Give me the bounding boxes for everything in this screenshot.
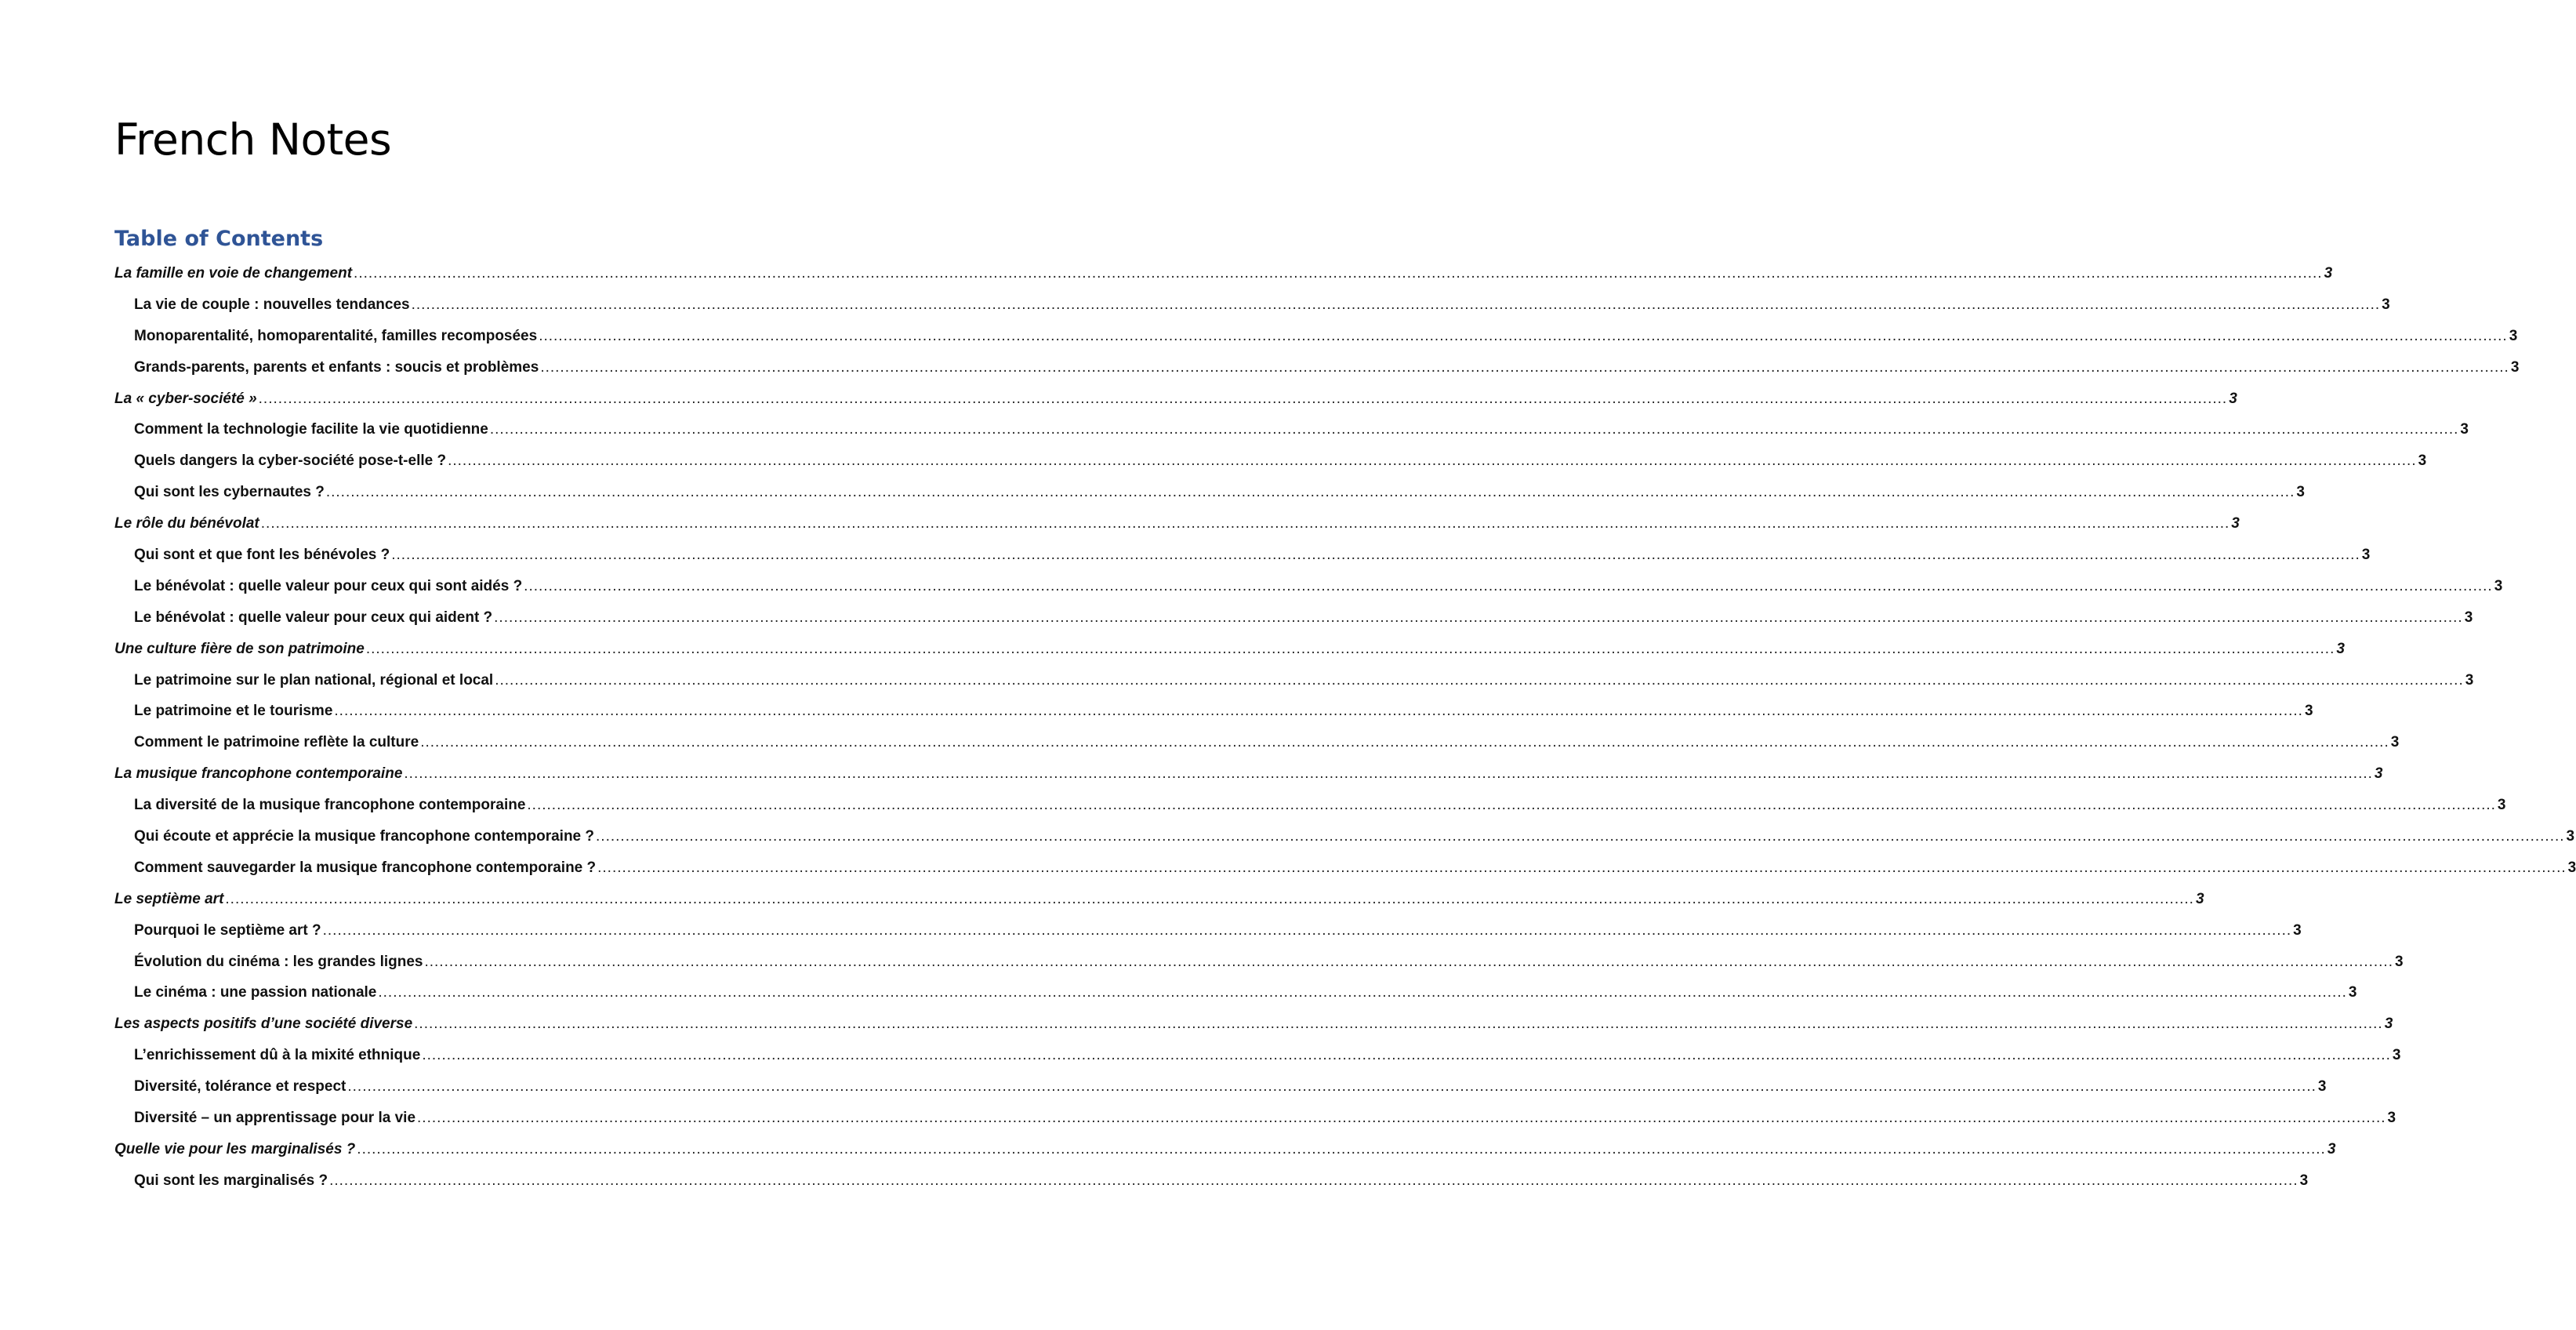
- toc-dot-leader: ................................................................................................................................................................................................................................................................................................................................................................................................................: [424, 953, 2393, 970]
- toc-entry-text: Qui sont et que font les bénévoles ?: [134, 547, 390, 564]
- toc-dot-leader: ................................................................................................................................................................................................................................................................................................................................................................................................................: [391, 547, 2360, 564]
- toc-page-number: 3: [2195, 890, 2204, 907]
- toc-entry-subsection[interactable]: [114, 296, 2390, 328]
- toc-dot-leader: ................................................................................................................................................................................................................................................................................................................................................................................................................: [225, 890, 2194, 907]
- toc-entry-text: Quelle vie pour les marginalisés ?: [114, 1140, 356, 1157]
- toc-entry-text: Diversité, tolérance et respect: [134, 1078, 346, 1096]
- toc-dot-leader: ................................................................................................................................................................................................................................................................................................................................................................................................................: [597, 859, 2567, 876]
- toc-entry-section[interactable]: [114, 640, 2345, 672]
- toc-entry-subsection[interactable]: [114, 921, 2302, 954]
- toc-dot-leader: ................................................................................................................................................................................................................................................................................................................................................................................................................: [489, 421, 2459, 438]
- toc-dot-leader: ................................................................................................................................................................................................................................................................................................................................................................................................................: [422, 1047, 2391, 1064]
- toc-page-number: 3: [2361, 547, 2371, 564]
- toc-page-number: 3: [2418, 452, 2427, 470]
- toc-heading: Table of Contents: [114, 227, 324, 251]
- toc-entry-subsection[interactable]: [114, 358, 2520, 391]
- toc-page-number: 3: [2494, 577, 2503, 594]
- toc-entry-text: Le bénévolat : quelle valeur pour ceux qui aident ?: [134, 609, 493, 626]
- toc-dot-leader: ................................................................................................................................................................................................................................................................................................................................................................................................................: [494, 609, 2463, 626]
- toc-page-number: 3: [2296, 484, 2305, 501]
- toc-entry-subsection[interactable]: [114, 421, 2469, 452]
- toc-dot-leader: ................................................................................................................................................................................................................................................................................................................................................................................................................: [322, 921, 2292, 939]
- toc-page-number: 3: [2566, 828, 2575, 845]
- toc-entry-subsection[interactable]: [114, 1078, 2327, 1110]
- toc-page-number: 3: [2390, 734, 2400, 751]
- toc-dot-leader: ................................................................................................................................................................................................................................................................................................................................................................................................................: [325, 484, 2295, 501]
- toc-dot-leader: ................................................................................................................................................................................................................................................................................................................................................................................................................: [260, 515, 2230, 532]
- toc-entry-text: Monoparentalité, homoparentalité, familles recomposées: [134, 327, 538, 344]
- toc-entry-subsection[interactable]: [114, 1172, 2309, 1204]
- toc-dot-leader: ................................................................................................................................................................................................................................................................................................................................................................................................................: [420, 734, 2389, 751]
- toc-page-number: 3: [2395, 953, 2404, 970]
- toc-page-number: 3: [2336, 640, 2345, 657]
- toc-dot-leader: ................................................................................................................................................................................................................................................................................................................................................................................................................: [329, 1172, 2298, 1189]
- document-title: French Notes: [114, 114, 392, 165]
- toc-entry-text: Comment la technologie facilite la vie quotidienne: [134, 421, 488, 438]
- toc-entry-text: Une culture fière de son patrimoine: [114, 640, 365, 657]
- toc-entry-section[interactable]: [114, 390, 2237, 422]
- toc-page-number: 3: [2387, 1110, 2396, 1127]
- toc-page-number: 3: [2384, 1016, 2393, 1033]
- toc-entry-text: Comment le patrimoine reflète la culture: [134, 734, 419, 751]
- toc-entry-section[interactable]: [114, 1140, 2336, 1172]
- toc-page-number: 3: [2324, 265, 2333, 282]
- toc-page-number: 3: [2374, 765, 2383, 783]
- toc-entry-text: Le septième art: [114, 890, 224, 907]
- toc-entry-subsection[interactable]: [114, 828, 2575, 859]
- toc-entry-subsection[interactable]: [114, 734, 2400, 765]
- toc-dot-leader: ................................................................................................................................................................................................................................................................................................................................................................................................................: [357, 1140, 2326, 1157]
- toc-entry-text: Le bénévolat : quelle valeur pour ceux qui sont aidés ?: [134, 577, 523, 594]
- toc-dot-leader: ................................................................................................................................................................................................................................................................................................................................................................................................................: [524, 577, 2493, 594]
- toc-entry-subsection[interactable]: [114, 1047, 2401, 1078]
- toc-entry-section[interactable]: [114, 890, 2204, 922]
- toc-page-number: 3: [2299, 1172, 2309, 1189]
- toc-entry-text: Quels dangers la cyber-société pose-t-elle ?: [134, 452, 447, 470]
- toc-entry-subsection[interactable]: [114, 703, 2313, 734]
- toc-dot-leader: ................................................................................................................................................................................................................................................................................................................................................................................................................: [527, 797, 2496, 814]
- toc-page-number: 3: [2327, 1140, 2336, 1157]
- toc-entry-text: Qui sont les marginalisés ?: [134, 1172, 328, 1189]
- toc-entry-text: Les aspects positifs d’une société diverse: [114, 1016, 413, 1033]
- toc-dot-leader: ................................................................................................................................................................................................................................................................................................................................................................................................................: [596, 828, 2565, 845]
- toc-entry-text: Comment sauvegarder la musique francophone contemporaine ?: [134, 859, 597, 876]
- toc-entry-subsection[interactable]: [114, 452, 2427, 484]
- toc-page-number: 3: [2304, 703, 2313, 720]
- toc-entry-text: Qui sont les cybernautes ?: [134, 484, 325, 501]
- toc-entry-section[interactable]: [114, 1016, 2393, 1047]
- toc-dot-leader: ................................................................................................................................................................................................................................................................................................................................................................................................................: [495, 671, 2464, 689]
- toc-entry-text: Le rôle du bénévolat: [114, 515, 259, 532]
- toc-entry-subsection[interactable]: [114, 547, 2371, 578]
- toc-entry-subsection[interactable]: [114, 484, 2305, 515]
- toc-page-number: 3: [2293, 921, 2302, 939]
- toc-entry-text: Évolution du cinéma : les grandes lignes: [134, 953, 423, 970]
- toc-entry-text: La famille en voie de changement: [114, 265, 353, 282]
- toc-entry-text: Le cinéma : une passion nationale: [134, 984, 377, 1001]
- table-of-contents: [114, 265, 2576, 1204]
- toc-entry-subsection[interactable]: [114, 671, 2474, 703]
- toc-dot-leader: ................................................................................................................................................................................................................................................................................................................................................................................................................: [365, 640, 2335, 657]
- toc-page-number: 3: [2348, 984, 2357, 1001]
- toc-page-number: 3: [2317, 1078, 2327, 1096]
- toc-entry-subsection[interactable]: [114, 609, 2473, 641]
- toc-dot-leader: ................................................................................................................................................................................................................................................................................................................................................................................................................: [417, 1110, 2386, 1127]
- toc-page-number: 3: [2464, 609, 2473, 626]
- toc-dot-leader: ................................................................................................................................................................................................................................................................................................................................................................................................................: [334, 703, 2303, 720]
- toc-entry-text: Diversité – un apprentissage pour la vie: [134, 1110, 416, 1127]
- toc-page-number: 3: [2509, 327, 2518, 344]
- toc-dot-leader: ................................................................................................................................................................................................................................................................................................................................................................................................................: [414, 1016, 2383, 1033]
- toc-entry-text: La musique francophone contemporaine: [114, 765, 403, 783]
- toc-page-number: 3: [2465, 671, 2474, 689]
- toc-dot-leader: ................................................................................................................................................................................................................................................................................................................................................................................................................: [258, 390, 2228, 407]
- toc-entry-subsection[interactable]: [114, 797, 2506, 828]
- toc-dot-leader: ................................................................................................................................................................................................................................................................................................................................................................................................................: [411, 296, 2381, 313]
- toc-dot-leader: ................................................................................................................................................................................................................................................................................................................................................................................................................: [347, 1078, 2317, 1096]
- toc-entry-text: La vie de couple : nouvelles tendances: [134, 296, 410, 313]
- toc-entry-subsection[interactable]: [114, 859, 2576, 891]
- toc-dot-leader: ................................................................................................................................................................................................................................................................................................................................................................................................................: [540, 358, 2509, 376]
- toc-page-number: 3: [2229, 390, 2237, 407]
- document-page: [114, 0, 2576, 1330]
- toc-entry-subsection[interactable]: [114, 953, 2404, 985]
- toc-dot-leader: ................................................................................................................................................................................................................................................................................................................................................................................................................: [354, 265, 2323, 282]
- toc-page-number: 3: [2510, 358, 2520, 376]
- toc-dot-leader: ................................................................................................................................................................................................................................................................................................................................................................................................................: [539, 327, 2508, 344]
- toc-page-number: 3: [2460, 421, 2469, 438]
- toc-page-number: 3: [2231, 515, 2240, 532]
- toc-dot-leader: ................................................................................................................................................................................................................................................................................................................................................................................................................: [448, 452, 2417, 470]
- toc-entry-subsection[interactable]: [114, 577, 2503, 609]
- toc-entry-text: Qui écoute et apprécie la musique francophone contemporaine ?: [134, 828, 595, 845]
- toc-entry-section[interactable]: [114, 515, 2240, 547]
- toc-entry-section[interactable]: [114, 765, 2383, 797]
- toc-entry-section[interactable]: [114, 265, 2333, 296]
- toc-page-number: 3: [2567, 859, 2576, 876]
- toc-entry-text: La « cyber-société »: [114, 390, 257, 407]
- toc-page-number: 3: [2382, 296, 2390, 313]
- toc-entry-text: Le patrimoine et le tourisme: [134, 703, 333, 720]
- toc-dot-leader: ................................................................................................................................................................................................................................................................................................................................................................................................................: [404, 765, 2373, 783]
- toc-entry-subsection[interactable]: [114, 984, 2357, 1016]
- toc-entry-text: La diversité de la musique francophone contemporaine: [134, 797, 526, 814]
- toc-entry-text: Le patrimoine sur le plan national, régional et local: [134, 671, 494, 689]
- toc-entry-text: L’enrichissement dû à la mixité ethnique: [134, 1047, 421, 1064]
- toc-entry-text: Grands-parents, parents et enfants : soucis et problèmes: [134, 358, 539, 376]
- toc-dot-leader: ................................................................................................................................................................................................................................................................................................................................................................................................................: [378, 984, 2347, 1001]
- toc-entry-text: Pourquoi le septième art ?: [134, 921, 321, 939]
- toc-entry-subsection[interactable]: [114, 327, 2518, 359]
- toc-entry-subsection[interactable]: [114, 1110, 2396, 1141]
- toc-page-number: 3: [2497, 797, 2506, 814]
- toc-page-number: 3: [2392, 1047, 2401, 1064]
